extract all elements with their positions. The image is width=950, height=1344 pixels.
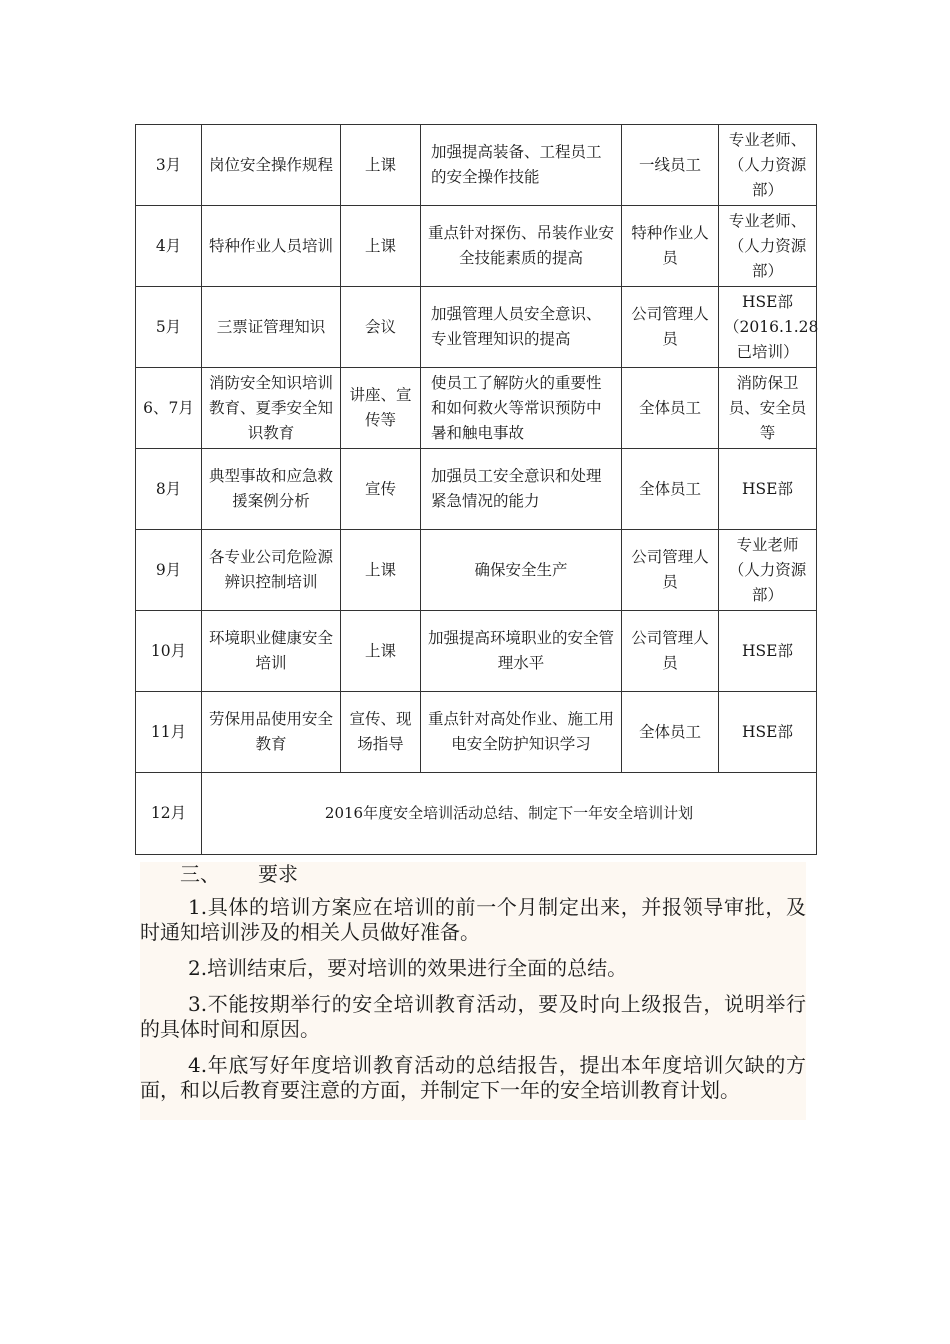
month-cell: 6、7月	[136, 368, 202, 449]
goal-cell: 使员工了解防火的重要性和如何救火等常识预防中暑和触电事故	[421, 368, 622, 449]
topic-cell: 各专业公司危险源辨识控制培训	[202, 530, 341, 611]
goal-cell: 加强提高环境职业的安全管理水平	[421, 611, 622, 692]
table-row	[136, 368, 817, 449]
topic-cell: 典型事故和应急救援案例分析	[202, 449, 341, 530]
month-cell: 5月	[136, 287, 202, 368]
month-cell: 8月	[136, 449, 202, 530]
topic-cell: 消防安全知识培训教育、夏季安全知识教育	[202, 368, 341, 449]
method-cell: 上课	[341, 611, 421, 692]
organizer-cell: 专业老师、（人力资源部）	[719, 125, 817, 206]
table-row	[136, 530, 817, 611]
training-plan-table	[135, 124, 817, 855]
audience-cell: 一线员工	[622, 125, 719, 206]
audience-cell: 全体员工	[622, 368, 719, 449]
organizer-cell: HSE部（2016.1.28已培训）	[719, 287, 817, 368]
month-cell: 4月	[136, 206, 202, 287]
method-cell: 上课	[341, 125, 421, 206]
table-row	[136, 125, 817, 206]
requirement-item: 2.培训结束后，要对培训的效果进行全面的总结。	[188, 956, 628, 980]
audience-cell: 特种作业人员	[622, 206, 719, 287]
topic-cell: 环境职业健康安全培训	[202, 611, 341, 692]
method-cell: 会议	[341, 287, 421, 368]
organizer-cell: HSE部	[719, 449, 817, 530]
method-cell: 讲座、宣传等	[341, 368, 421, 449]
method-cell: 上课	[341, 206, 421, 287]
section-heading	[140, 862, 806, 887]
goal-cell: 加强提高装备、工程员工的安全操作技能	[421, 125, 622, 206]
table-row	[136, 449, 817, 530]
organizer-cell: 专业老师、（人力资源部）	[719, 206, 817, 287]
table-row	[136, 611, 817, 692]
audience-cell: 全体员工	[622, 692, 719, 773]
month-cell: 3月	[136, 125, 202, 206]
table-row	[136, 206, 817, 287]
organizer-cell: HSE部	[719, 692, 817, 773]
summary-cell: 2016年度安全培训活动总结、制定下一年安全培训计划	[202, 773, 817, 855]
requirements-section	[140, 862, 806, 1120]
audience-cell: 公司管理人员	[622, 530, 719, 611]
goal-cell: 重点针对探伤、吊装作业安全技能素质的提高	[421, 206, 622, 287]
audience-cell: 公司管理人员	[622, 611, 719, 692]
topic-cell: 三票证管理知识	[202, 287, 341, 368]
organizer-cell: 消防保卫员、安全员等	[719, 368, 817, 449]
organizer-cell: HSE部	[719, 611, 817, 692]
goal-cell: 重点针对高处作业、施工用电安全防护知识学习	[421, 692, 622, 773]
requirement-item: 3.不能按期举行的安全培训教育活动，要及时向上级报告，说明举行的具体时间和原因。	[140, 992, 806, 1041]
method-cell: 宣传、现场指导	[341, 692, 421, 773]
month-cell: 9月	[136, 530, 202, 611]
section-title: 要求	[258, 862, 298, 886]
goal-cell: 确保安全生产	[421, 530, 622, 611]
topic-cell: 劳保用品使用安全教育	[202, 692, 341, 773]
method-cell: 上课	[341, 530, 421, 611]
month-cell: 12月	[136, 773, 202, 855]
table-row	[136, 692, 817, 773]
topic-cell: 特种作业人员培训	[202, 206, 341, 287]
goal-cell: 加强管理人员安全意识、专业管理知识的提高	[421, 287, 622, 368]
section-number: 三、	[180, 862, 220, 886]
method-cell: 宣传	[341, 449, 421, 530]
month-cell: 10月	[136, 611, 202, 692]
requirement-item: 4.年底写好年度培训教育活动的总结报告，提出本年度培训欠缺的方面，和以后教育要注意的方面，并制定下一年的安全培训教育计划。	[140, 1053, 806, 1102]
topic-cell: 岗位安全操作规程	[202, 125, 341, 206]
table-row	[136, 287, 817, 368]
audience-cell: 全体员工	[622, 449, 719, 530]
month-cell: 11月	[136, 692, 202, 773]
table-row-summary	[136, 773, 817, 855]
goal-cell: 加强员工安全意识和处理紧急情况的能力	[421, 449, 622, 530]
audience-cell: 公司管理人员	[622, 287, 719, 368]
organizer-cell: 专业老师（人力资源部）	[719, 530, 817, 611]
requirement-item: 1.具体的培训方案应在培训的前一个月制定出来，并报领导审批，及时通知培训涉及的相关人员做好准备。	[140, 895, 806, 944]
